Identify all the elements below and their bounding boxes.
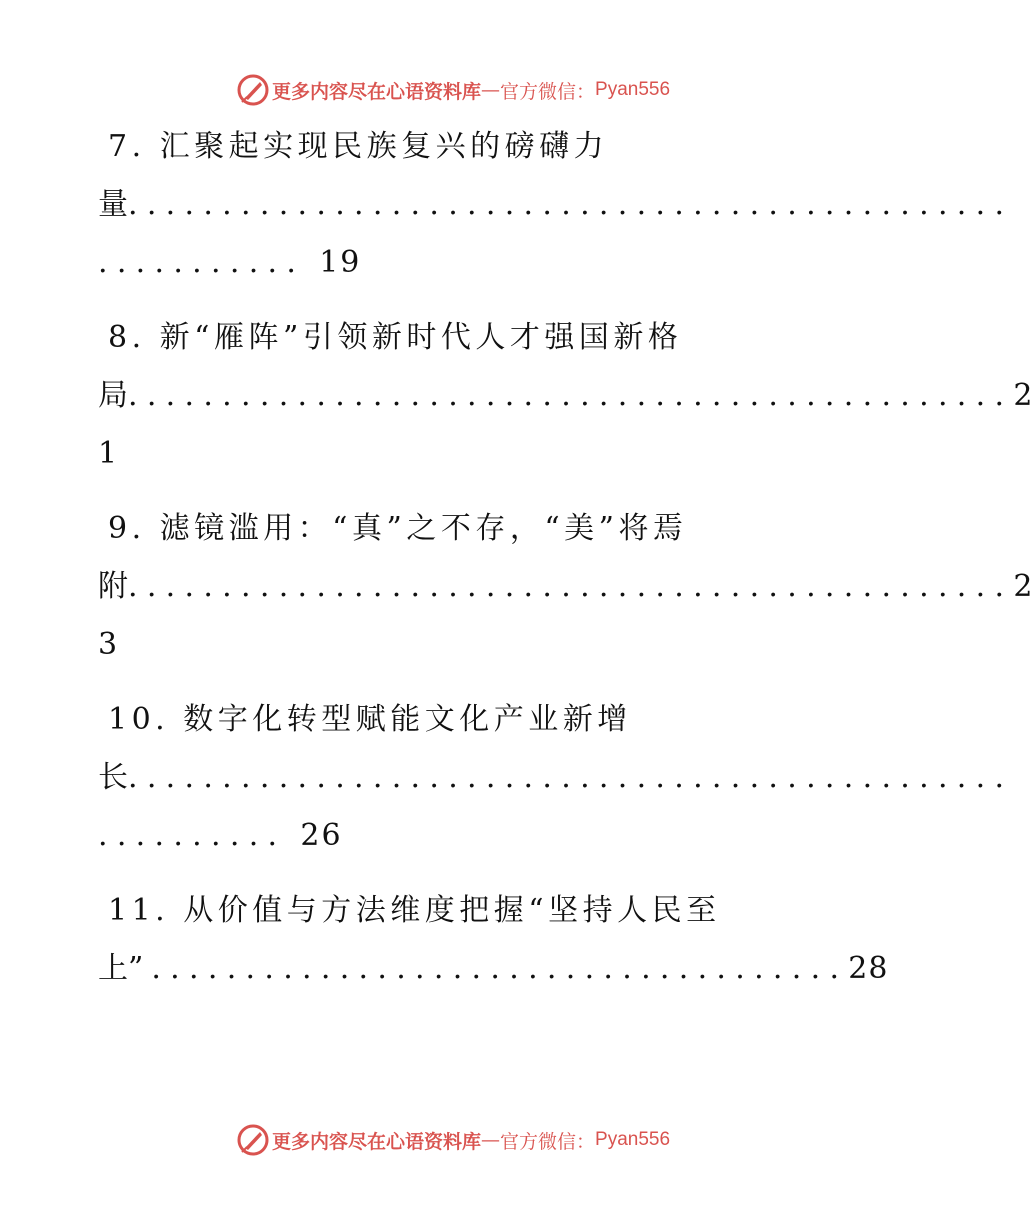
quill-logo-icon [236,1123,270,1157]
footer-banner [236,1122,716,1158]
toc-page-number[interactable]: 28 [848,951,889,986]
toc-title-9[interactable]: 9. 滤镜滥用：“真”之不存，“美”将焉 [108,511,688,546]
toc-dots: ............................................... [128,187,1014,222]
toc-title-7[interactable]: 7. 汇聚起实现民族复兴的磅礴力 [108,129,609,164]
toc-leader-7 [98,180,1014,230]
toc-leader-10-cont [98,811,858,861]
toc-page-cont-9[interactable]: 3 [98,627,122,662]
toc-title-10[interactable]: 10. 数字化转型赋能文化产业新增 [108,702,632,737]
toc-leader-8 [98,371,1032,421]
toc-page-cont-8[interactable]: 1 [98,436,122,471]
banner-id: Pyan556 [595,1129,671,1150]
banner-id: Pyan556 [595,79,671,100]
toc-lead-char: 量 [98,187,128,222]
toc-page-number[interactable]: 2 [1013,569,1032,604]
toc-lead-char: 长 [98,760,128,795]
toc-dots: .......... [98,818,287,853]
toc-page-number[interactable]: 19 [319,245,362,280]
toc-leader-9 [98,562,1032,612]
toc-dots: ..................................... [151,951,849,986]
banner-separator: — [481,79,501,101]
toc-dots: ............................................... [128,569,1014,604]
toc-leader-10 [98,753,1014,803]
toc-lead-char: 上” [98,951,144,986]
toc-dots: ........... [98,245,306,280]
toc-title-11[interactable]: 11. 从价值与方法维度把握“坚持人民至 [108,893,721,928]
banner-label: 官方微信： [500,80,596,103]
toc-dots: ............................................... [128,760,1014,795]
toc-page-number[interactable]: 26 [300,818,343,853]
toc-lead-char: 附 [98,569,128,604]
banner-main-text: 更多内容尽在心语资料库 [272,1130,482,1153]
toc-page-number[interactable]: 2 [1013,378,1032,413]
banner-main-text: 更多内容尽在心语资料库 [272,80,482,103]
banner-label: 官方微信： [500,1130,596,1153]
toc-lead-char: 局 [98,378,128,413]
banner-separator: — [481,1129,501,1151]
toc-title-8[interactable]: 8. 新“雁阵”引领新时代人才强国新格 [108,320,683,355]
toc-leader-7-cont [98,238,858,288]
toc-leader-11 [98,944,889,994]
toc-dots: ............................................... [128,378,1014,413]
